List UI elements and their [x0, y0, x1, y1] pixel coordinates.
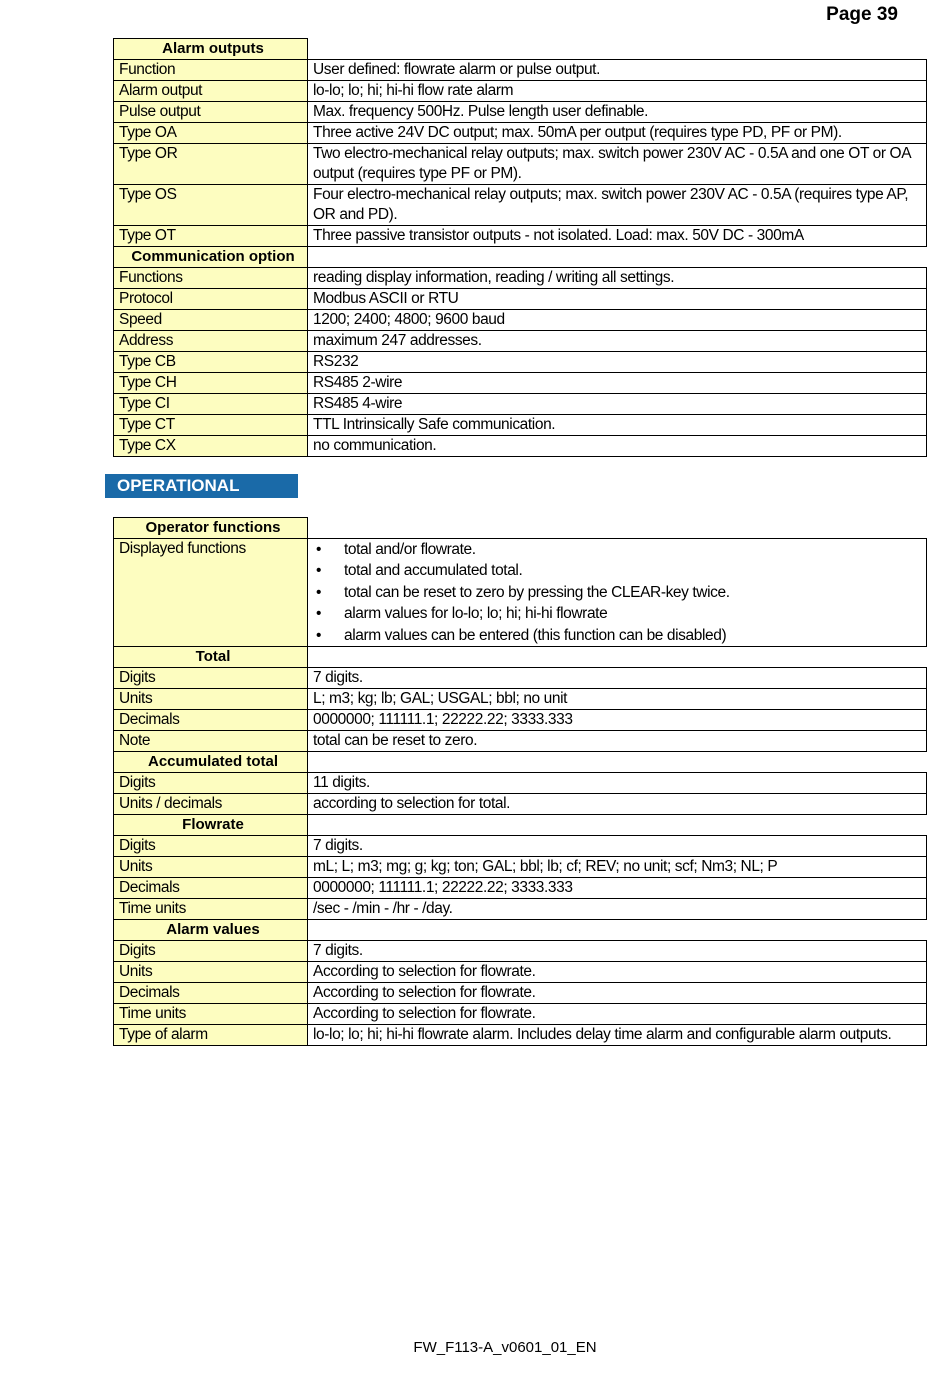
spec-row — [114, 226, 927, 247]
row-value: According to selection for flowrate. — [308, 962, 927, 983]
row-key: Pulse output — [114, 102, 308, 123]
row-value: according to selection for total. — [308, 794, 927, 815]
spec-row — [114, 185, 927, 226]
group-title: Total — [114, 647, 308, 668]
row-value: According to selection for flowrate. — [308, 983, 927, 1004]
spec-row — [114, 123, 927, 144]
row-key: Type OA — [114, 123, 308, 144]
row-value: 11 digits. — [308, 773, 927, 794]
spec-row — [114, 857, 927, 878]
group-header-row — [114, 247, 927, 268]
group-header-row — [114, 647, 927, 668]
row-value: User defined: flowrate alarm or pulse output. — [308, 60, 927, 81]
group-title: Flowrate — [114, 815, 308, 836]
spec-row — [114, 310, 927, 331]
row-key: Type OT — [114, 226, 308, 247]
row-key: Displayed functions — [114, 539, 308, 647]
row-key: Type OR — [114, 144, 308, 185]
spec-row — [114, 60, 927, 81]
row-key: Type CB — [114, 352, 308, 373]
row-key: Type CX — [114, 436, 308, 457]
spec-row — [114, 81, 927, 102]
row-value: 0000000; 111111.1; 22222.22; 3333.333 — [308, 878, 927, 899]
spec-row — [114, 331, 927, 352]
row-key: Digits — [114, 941, 308, 962]
spec-row — [114, 102, 927, 123]
spec-row — [114, 436, 927, 457]
footer-document-id: FW_F113-A_v0601_01_EN — [413, 1339, 597, 1356]
row-value: no communication. — [308, 436, 927, 457]
row-key: Units / decimals — [114, 794, 308, 815]
row-value: Three active 24V DC output; max. 50mA per output (requires type PD, PF or PM). — [308, 123, 927, 144]
spec-row — [114, 144, 927, 185]
group-header-row — [114, 752, 927, 773]
spec-row — [114, 394, 927, 415]
list-item: • alarm values for lo-lo; lo; hi; hi-hi flowrate — [313, 603, 926, 624]
spec-row — [114, 268, 927, 289]
group-header-row — [114, 39, 927, 60]
spec-row — [114, 878, 927, 899]
row-key: Speed — [114, 310, 308, 331]
row-key: Decimals — [114, 710, 308, 731]
row-value: RS485 4-wire — [308, 394, 927, 415]
spec-row — [114, 962, 927, 983]
list-item: • total and accumulated total. — [313, 560, 926, 581]
row-value: 7 digits. — [308, 836, 927, 857]
row-value: According to selection for flowrate. — [308, 1004, 927, 1025]
row-key: Time units — [114, 899, 308, 920]
row-key: Function — [114, 60, 308, 81]
operational-spec-table — [113, 517, 927, 1046]
spec-row — [114, 941, 927, 962]
row-value: Four electro-mechanical relay outputs; max. switch power 230V AC - 0.5A (requires type AP, OR and PD). — [308, 185, 927, 226]
row-key: Decimals — [114, 983, 308, 1004]
row-value: Modbus ASCII or RTU — [308, 289, 927, 310]
row-value: 0000000; 111111.1; 22222.22; 3333.333 — [308, 710, 927, 731]
displayed-functions-row — [114, 539, 927, 647]
row-value: mL; L; m3; mg; g; kg; ton; GAL; bbl; lb; cf; REV; no unit; scf; Nm3; NL; P — [308, 857, 927, 878]
row-value: 1200; 2400; 4800; 9600 baud — [308, 310, 927, 331]
row-value: 7 digits. — [308, 941, 927, 962]
spec-row — [114, 899, 927, 920]
row-key: Units — [114, 857, 308, 878]
row-value: 7 digits. — [308, 668, 927, 689]
spec-row — [114, 668, 927, 689]
spec-row — [114, 983, 927, 1004]
row-value: Max. frequency 500Hz. Pulse length user definable. — [308, 102, 927, 123]
row-key: Alarm output — [114, 81, 308, 102]
row-key: Type of alarm — [114, 1025, 308, 1046]
spec-row — [114, 689, 927, 710]
row-value: lo-lo; lo; hi; hi-hi flow rate alarm — [308, 81, 927, 102]
group-title: Alarm values — [114, 920, 308, 941]
row-value: TTL Intrinsically Safe communication. — [308, 415, 927, 436]
spec-row — [114, 415, 927, 436]
row-value: /sec - /min - /hr - /day. — [308, 899, 927, 920]
row-key: Address — [114, 331, 308, 352]
list-item: • alarm values can be entered (this function can be disabled) — [313, 625, 926, 646]
row-key: Units — [114, 689, 308, 710]
section-banner-operational: OPERATIONAL — [105, 474, 298, 498]
spec-row — [114, 836, 927, 857]
row-key: Decimals — [114, 878, 308, 899]
row-value: RS485 2-wire — [308, 373, 927, 394]
row-key: Units — [114, 962, 308, 983]
row-value: total can be reset to zero. — [308, 731, 927, 752]
group-title: Communication option — [114, 247, 308, 268]
list-item: • total and/or flowrate. — [313, 539, 926, 560]
row-key: Type CT — [114, 415, 308, 436]
displayed-functions-list — [313, 539, 926, 646]
alarm-communication-spec-table — [113, 38, 927, 457]
row-key: Note — [114, 731, 308, 752]
spec-row — [114, 352, 927, 373]
group-header-row — [114, 920, 927, 941]
row-value: lo-lo; lo; hi; hi-hi flowrate alarm. Includes delay time alarm and configurable alarm outputs. — [308, 1025, 927, 1046]
spec-row — [114, 731, 927, 752]
spec-row — [114, 773, 927, 794]
row-key: Digits — [114, 836, 308, 857]
row-key: Digits — [114, 773, 308, 794]
row-value: Two electro-mechanical relay outputs; max. switch power 230V AC - 0.5A and one OT or OA output (requires type PF or PM). — [308, 144, 927, 185]
list-item: • total can be reset to zero by pressing the CLEAR-key twice. — [313, 582, 926, 603]
group-header-row — [114, 815, 927, 836]
spec-row — [114, 1004, 927, 1025]
spec-row — [114, 373, 927, 394]
page-number: Page 39 — [826, 4, 898, 25]
group-title: Alarm outputs — [114, 39, 308, 60]
row-key: Time units — [114, 1004, 308, 1025]
spec-row — [114, 794, 927, 815]
row-value: reading display information, reading / writing all settings. — [308, 268, 927, 289]
row-key: Protocol — [114, 289, 308, 310]
row-key: Type CH — [114, 373, 308, 394]
row-value: L; m3; kg; lb; GAL; USGAL; bbl; no unit — [308, 689, 927, 710]
spec-row — [114, 710, 927, 731]
row-key: Functions — [114, 268, 308, 289]
row-value: RS232 — [308, 352, 927, 373]
group-header-row — [114, 518, 927, 539]
group-title: Operator functions — [114, 518, 308, 539]
row-value: maximum 247 addresses. — [308, 331, 927, 352]
row-key: Digits — [114, 668, 308, 689]
spec-row — [114, 289, 927, 310]
row-key: Type OS — [114, 185, 308, 226]
group-title: Accumulated total — [114, 752, 308, 773]
row-key: Type CI — [114, 394, 308, 415]
row-value: Three passive transistor outputs - not isolated. Load: max. 50V DC - 300mA — [308, 226, 927, 247]
spec-row — [114, 1025, 927, 1046]
